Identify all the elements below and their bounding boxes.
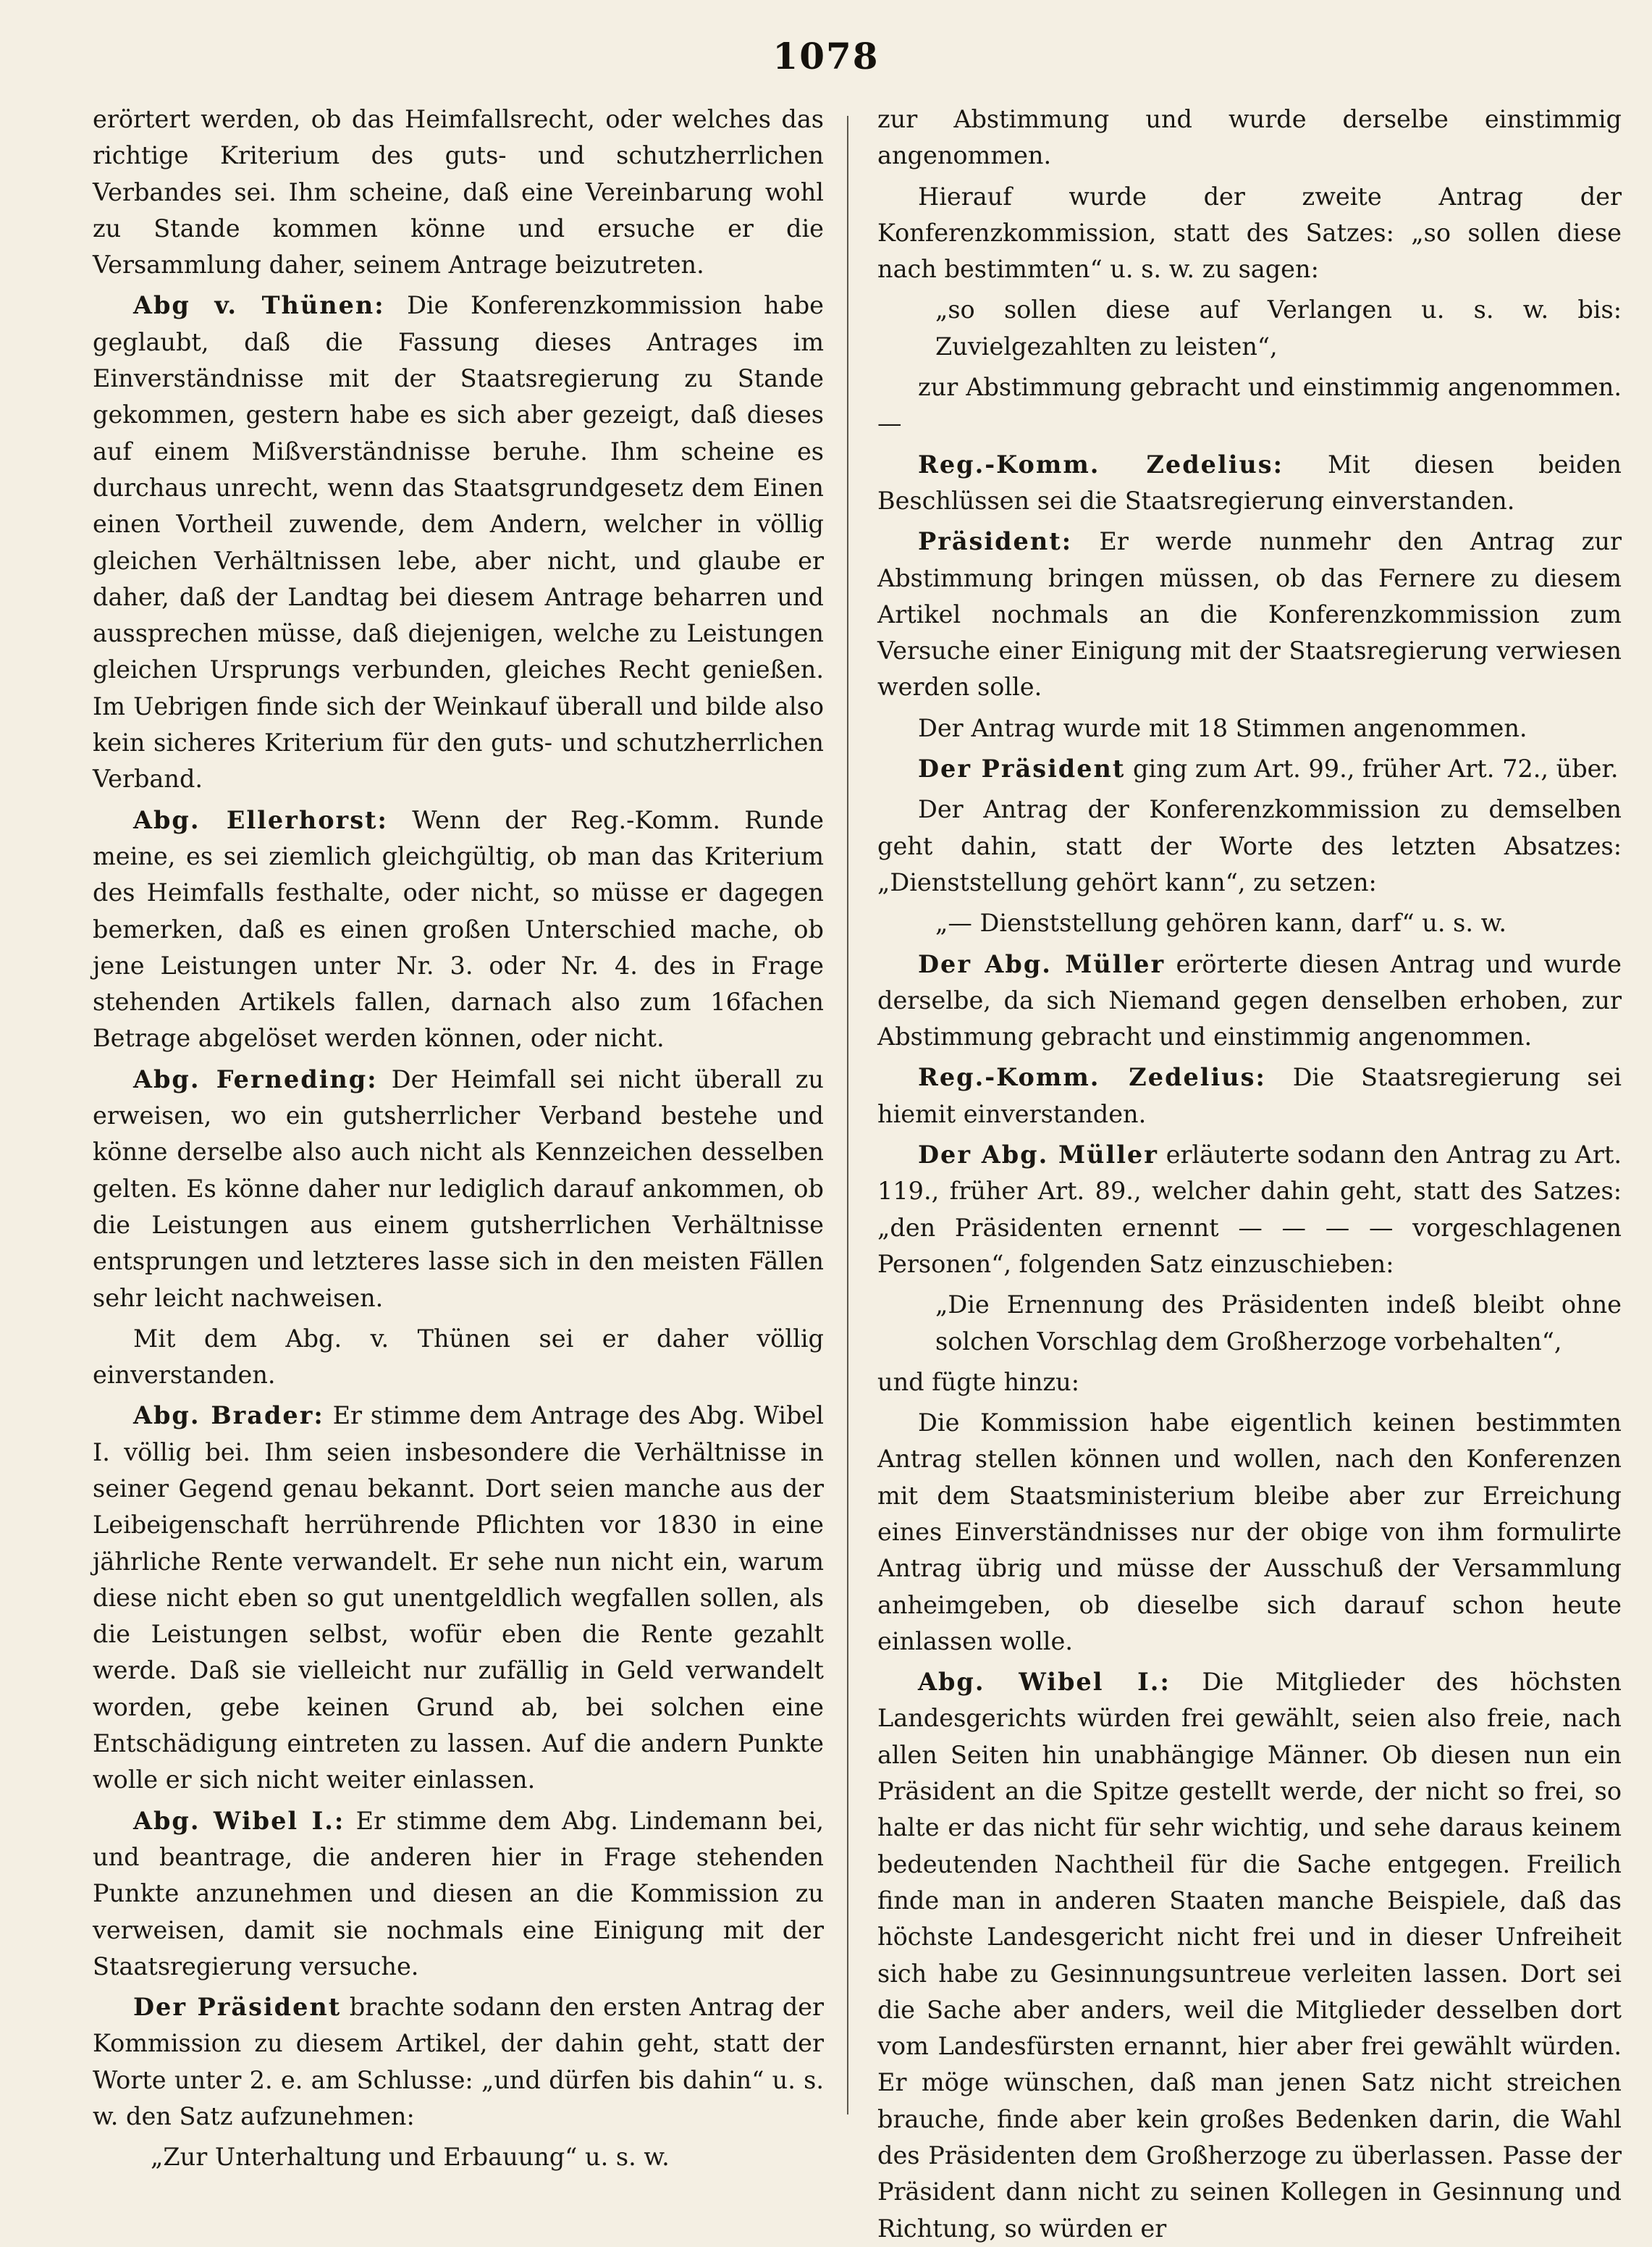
paragraph xyxy=(877,101,1622,175)
paragraph xyxy=(877,1137,1622,1282)
paragraph xyxy=(877,1059,1622,1133)
paragraph-text: Mit dem Abg. v. Thünen sei er daher völlig einverstanden. xyxy=(93,1324,824,1390)
left-column xyxy=(93,101,825,2172)
paragraph-text: „so sollen diese auf Verlangen u. s. w. bis: Zuvielgezahlten zu leisten“, xyxy=(935,295,1622,361)
paragraph xyxy=(877,1364,1622,1400)
paragraph-text: Die Kommission habe eigentlich keinen bestimmten Antrag stellen können und wollen, nach den Konferenzen mit dem Staatsministerium bleibe aber zur Erreichung eines Einverständnisses nur der obige von ihm formulirte Antrag übrig und müsse der Ausschuß der Versammlung anheimgeben, ob dieselbe sich darauf schon heute einlassen wolle. xyxy=(877,1408,1622,1655)
paragraph xyxy=(93,1062,824,1316)
speaker-name: Abg. Ellerhorst: xyxy=(133,805,388,834)
paragraph xyxy=(877,710,1622,747)
page-number: 1078 xyxy=(772,35,880,77)
paragraph-text: Wenn der Reg.-Komm. Runde meine, es sei ziemlich gleichgültig, ob man das Kriterium des Heimfalls festhalte, oder nicht, so müsse er dagegen bemerken, daß es einen großen Unterschied mache, ob jene Leistungen unter Nr. 3. oder Nr. 4. des in Frage stehenden Artikels fallen, darnach also zum 16fachen Betrage abgelöset werden können, oder nicht. xyxy=(93,805,824,1053)
paragraph xyxy=(877,1287,1622,1360)
paragraph-text: Der Antrag der Konferenzkommission zu demselben geht dahin, statt der Worte des letzten Absatzes: „Dienststellung gehört kann“, zu setzen: xyxy=(877,795,1622,896)
paragraph-text: erläuterte sodann den Antrag zu Art. 119., früher Art. 89., welcher dahin geht, statt des Satzes: „den Präsidenten ernennt — — — — vorgeschlagenen Personen“, folgenden Satz einzuschieben: xyxy=(877,1141,1622,1278)
paragraph-text: und fügte hinzu: xyxy=(877,1367,1079,1396)
paragraph xyxy=(877,292,1622,365)
speaker-name: Abg. Wibel I.: xyxy=(133,1806,345,1835)
right-column xyxy=(877,101,1622,2243)
paragraph-text: „— Dienststellung gehören kann, darf“ u. s. w. xyxy=(935,909,1507,938)
paragraph xyxy=(93,1321,824,1394)
paragraph-text: Hierauf wurde der zweite Antrag der Konferenzkommission, statt des Satzes: „so sollen diese nach bestimmten“ u. s. w. zu sagen: xyxy=(877,182,1622,284)
paragraph xyxy=(877,751,1622,787)
paragraph xyxy=(877,1664,1622,2247)
paragraph xyxy=(877,946,1622,1056)
paragraph-text: erörterte diesen Antrag und wurde derselbe, da sich Niemand gegen denselben erhoben, zur Abstimmung gebracht und einstimmig angenommen. xyxy=(877,949,1622,1051)
paragraph-text: Er stimme dem Abg. Lindemann bei, und beantrage, die anderen hier in Frage stehenden Punkte anzunehmen und diesen an die Kommission zu verweisen, damit sie nochmals eine Einigung mit der Staatsregierung versuche. xyxy=(93,1806,824,1981)
paragraph-text: brachte sodann den ersten Antrag der Kommission zu diesem Artikel, der dahin geht, statt der Worte unter 2. e. am Schlusse: „und dürfen bis dahin“ u. s. w. den Satz aufzunehmen: xyxy=(93,1993,824,2131)
paragraph-text: erörtert werden, ob das Heimfallsrecht, oder welches das richtige Kriterium des guts- und schutzherrlichen Verbandes sei. Ihm scheine, daß eine Vereinbarung wohl zu Stande kommen könne und ersuche er die Versammlung daher, seinem Antrage beizutreten. xyxy=(93,105,824,280)
paragraph-text: Die Staatsregierung sei hiemit einverstanden. xyxy=(877,1063,1622,1128)
paragraph xyxy=(877,1405,1622,1660)
column-divider xyxy=(847,116,848,2114)
paragraph-text: Die Mitglieder des höchsten Landesgerichts würden frei gewählt, seien also freie, nach allen Seiten hin unabhängige Männer. Ob diesen nun ein Präsident an die Spitze gestellt werde, der nicht so frei, so halte er das nicht für sehr wichtig, und sehe daraus keinem bedeutenden Nachtheil für die Sache entgegen. Freilich finde man in anderen Staaten manche Beispiele, daß das höchste Landesgericht nicht frei und in dieser Unfreiheit sich habe zu Gesinnungsuntreue verleiten lassen. Dort sei die Sache aber anders, weil die Mitglieder desselben dort vom Landesfürsten ernannt, hier aber frei gewählt würden. Er möge wünschen, daß man jenen Satz nicht streichen brauche, finde aber kein großes Bedenken darin, die Wahl des Präsidenten dem Großherzoge zu überlassen. Passe der Präsident dann nicht zu seinen Kollegen in Gesinnung und Richtung, so würden er xyxy=(877,1668,1622,2243)
paragraph xyxy=(93,1398,824,1798)
paragraph xyxy=(877,447,1622,520)
paragraph xyxy=(93,287,824,797)
paragraph-text: Der Heimfall sei nicht überall zu erweisen, wo ein gutsherrlicher Verband bestehe und könne derselbe also auch nicht als Kennzeichen desselben gelten. Es könne daher nur lediglich darauf ankommen, ob die Leistungen aus einem gutsherrlichen Verhältnisse entsprungen und letzteres lasse sich in den meisten Fällen sehr leicht nachweisen. xyxy=(93,1064,825,1312)
paragraph xyxy=(93,1803,824,1985)
paragraph-text: Mit diesen beiden Beschlüssen sei die Staatsregierung einverstanden. xyxy=(877,450,1622,515)
speaker-name: Präsident: xyxy=(918,527,1073,556)
paragraph xyxy=(93,101,824,283)
paragraph-text: Die Konferenzkommission habe geglaubt, daß die Fassung dieses Antrages im Einverständnisse mit der Staatsregierung zu Stande gekommen, gestern habe es sich aber gezeigt, daß dieses auf einem Mißverständnisse beruhe. Ihm scheine es durchaus unrecht, wenn das Staatsgrundgesetz dem Einen einen Vortheil zuwende, dem Andern, welcher in völlig gleichen Verhältnissen lebe, aber nicht, und glaube er daher, daß der Landtag bei diesem Antrage beharren und aussprechen müsse, daß diejenigen, welche zu Leistungen gleichen Ursprungs verbunden, gleiches Recht genießen. Im Uebrigen finde sich der Weinkauf überall und bilde also kein sicheres Kriterium für den guts- und schutzherrlichen Verband. xyxy=(93,291,824,794)
paragraph-text: zur Abstimmung gebracht und einstimmig angenommen. — xyxy=(877,373,1622,438)
paragraph-text: „Die Ernennung des Präsidenten indeß bleibt ohne solchen Vorschlag dem Großherzoge vorbehalten“, xyxy=(935,1290,1622,1356)
paragraph-text: Der Antrag wurde mit 18 Stimmen angenommen. xyxy=(918,713,1527,742)
paragraph xyxy=(93,1989,824,2135)
paragraph-text: Er stimme dem Antrage des Abg. Wibel I. völlig bei. Ihm seien insbesondere die Verhältnisse in seiner Gegend genau bekannt. Dort seien manche aus der Leibeigenschaft herrührende Pflichten vor 1830 in eine jährliche Rente verwandelt. Er sehe nun nicht ein, warum diese nicht eben so gut unentgeldlich wegfallen sollen, als die Leistungen selbst, wofür eben die Rente gezahlt werde. Daß sie vielleicht nur zufällig in Geld verwandelt worden, gebe keinen Grund ab, bei solchen eine Entschädigung eintreten zu lassen. Auf die andern Punkte wolle er sich nicht weiter einlassen. xyxy=(93,1401,824,1794)
speaker-name: Abg v. Thünen: xyxy=(133,291,385,320)
paragraph xyxy=(93,802,824,1057)
speaker-name: Der Präsident xyxy=(133,1993,342,2022)
paragraph xyxy=(877,179,1622,288)
paragraph-text: Er werde nunmehr den Antrag zur Abstimmung bringen müssen, ob das Fernere zu diesem Artikel nochmals an die Konferenzkommission zum Versuche einer Einigung mit der Staatsregierung verwiesen werden solle. xyxy=(877,527,1622,702)
paragraph xyxy=(877,905,1622,941)
speaker-name: Der Abg. Müller xyxy=(918,949,1166,978)
speaker-name: Der Abg. Müller xyxy=(918,1141,1158,1169)
paragraph xyxy=(877,791,1622,901)
paragraph xyxy=(877,369,1622,442)
paragraph xyxy=(93,2139,824,2175)
speaker-name: Reg.-Komm. Zedelius: xyxy=(918,450,1284,479)
paragraph-text: zur Abstimmung und wurde derselbe einstimmig angenommen. xyxy=(877,105,1622,170)
speaker-name: Abg. Wibel I.: xyxy=(918,1668,1171,1697)
speaker-name: Abg. Ferneding: xyxy=(133,1064,378,1093)
speaker-name: Abg. Brader: xyxy=(133,1401,324,1430)
speaker-name: Reg.-Komm. Zedelius: xyxy=(918,1063,1266,1092)
speaker-name: Der Präsident xyxy=(918,755,1126,784)
paragraph-text: „Zur Unterhaltung und Erbauung“ u. s. w. xyxy=(151,2143,670,2172)
paragraph xyxy=(877,524,1622,705)
paragraph-text: ging zum Art. 99., früher Art. 72., über. xyxy=(1125,755,1619,784)
